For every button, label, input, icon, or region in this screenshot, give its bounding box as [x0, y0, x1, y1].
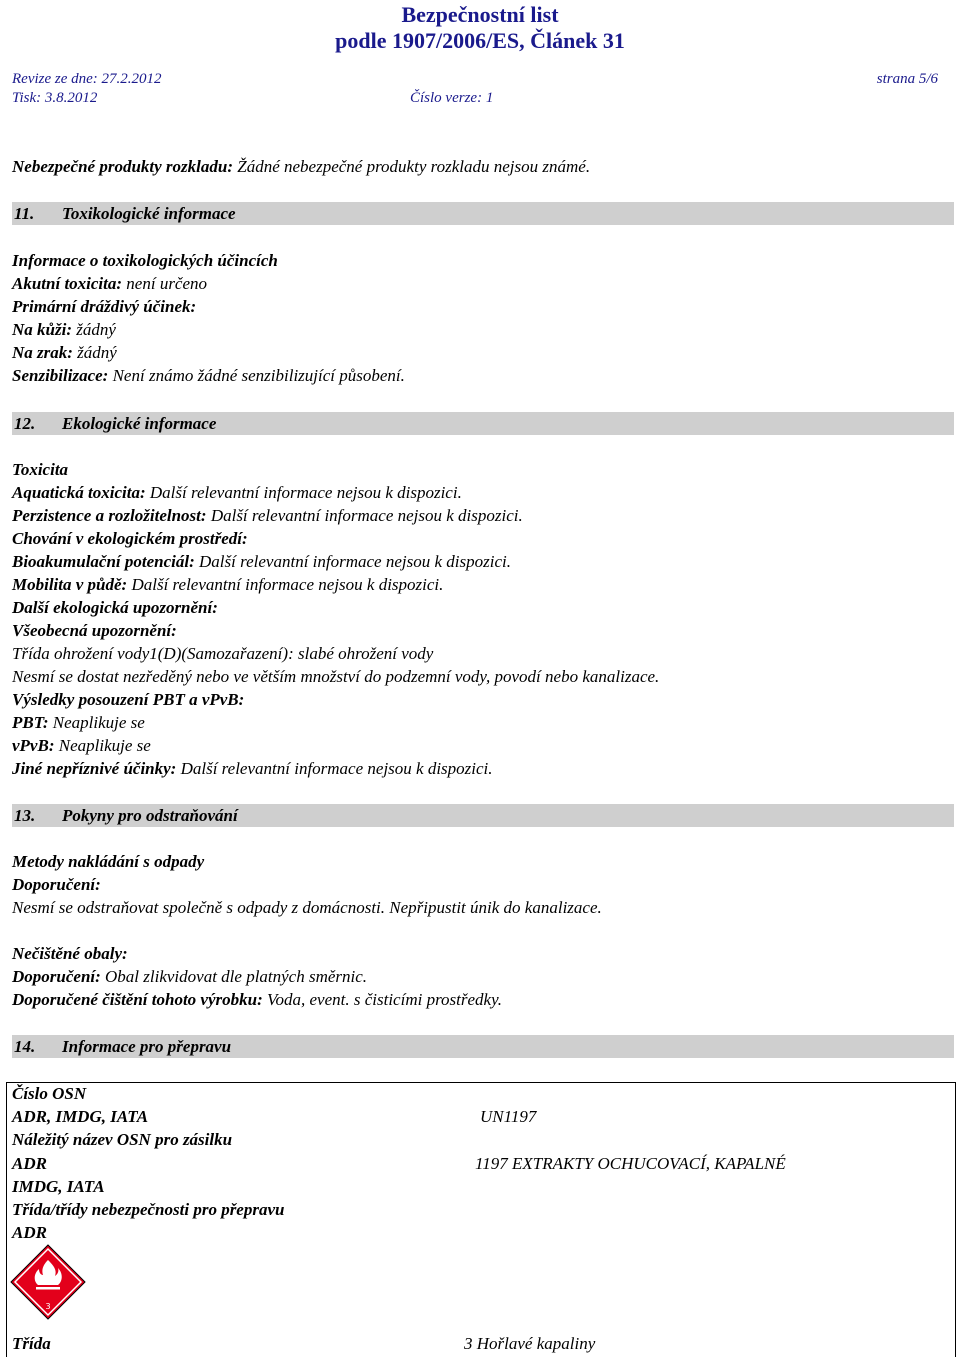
other-adverse-effects [12, 758, 952, 780]
hazard-class-label: Třída/třídy nebezpečnosti pro přepravu [12, 1200, 285, 1219]
flammable-liquid-pictogram-icon [10, 1244, 86, 1320]
uncleaned-packaging-label: Nečištěné obaly: [12, 944, 128, 963]
recommendation-text: Nesmí se odstraňovat společně s odpady z domácnosti. Nepřipustit únik do kanalizace. [12, 898, 602, 917]
eye-label: Na zrak: [12, 343, 73, 362]
bioaccumulation [12, 551, 952, 573]
vpvb-label: vPvB: [12, 736, 55, 755]
packaging-recommendation-label: Doporučení: [12, 967, 101, 986]
recommendation-label: Doporučení: [12, 875, 101, 894]
sensitization-label: Senzibilizace: [12, 366, 109, 385]
section-12-number: 12. [14, 414, 36, 433]
section-14-number: 14. [14, 1037, 36, 1056]
un-number-value: UN1197 [480, 1107, 537, 1126]
bioaccumulation-label: Bioakumulační potenciál: [12, 552, 195, 571]
environment-behavior-label: Chování v ekologickém prostředí: [12, 529, 248, 548]
eye-effect [12, 342, 952, 364]
vpvb-value: Neaplikuje se [58, 736, 151, 755]
section-14-header [12, 1035, 954, 1058]
soil-mobility [12, 574, 952, 596]
skin-label: Na kůži: [12, 320, 72, 339]
pbt-row [12, 712, 952, 734]
section-12-title: Ekologické informace [62, 414, 217, 433]
aquatic-label: Aquatická toxicita: [12, 483, 146, 502]
sensitization-value: Není známo žádné senzibilizující působení. [112, 366, 405, 385]
further-ecological-label: Další ekologická upozornění: [12, 598, 218, 617]
adr-label: ADR [12, 1154, 47, 1173]
placard-class-number: 3 [45, 1302, 51, 1311]
acute-toxicity [12, 273, 952, 295]
print-date: Tisk: 3.8.2012 [12, 90, 98, 106]
bioaccumulation-value: Další relevantní informace nejsou k dispozici. [199, 552, 511, 571]
page-number: strana 5/6 [876, 71, 938, 87]
decomposition-products [12, 156, 952, 178]
skin-effect [12, 319, 952, 341]
document-subtitle: podle 1907/2006/ES, Článek 31 [335, 28, 625, 53]
imdg-iata-label: IMDG, IATA [12, 1177, 105, 1196]
cleaning-value: Voda, event. s čisticími prostředky. [267, 990, 502, 1009]
primary-irritant-label: Primární dráždivý účinek: [12, 297, 197, 316]
cleaning-label: Doporučené čištění tohoto výrobku: [12, 990, 263, 1009]
other-effects-value: Další relevantní informace nejsou k dispozici. [180, 759, 493, 778]
persistence-value: Další relevantní informace nejsou k dispozici. [210, 506, 523, 525]
class-row-value: 3 Hořlavé kapaliny [464, 1334, 596, 1353]
sensitization [12, 365, 952, 387]
version-number: Číslo verze: 1 [410, 90, 494, 106]
aquatic-value: Další relevantní informace nejsou k dispozici. [149, 483, 462, 502]
aquatic-toxicity [12, 482, 952, 504]
adr-class-label: ADR [12, 1223, 47, 1242]
cleaning-agent [12, 989, 952, 1011]
class-row-label: Třída [12, 1334, 51, 1353]
proper-shipping-name-value: 1197 EXTRAKTY OCHUCOVACÍ, KAPALNÉ [475, 1154, 786, 1173]
pbt-value: Neaplikuje se [52, 713, 145, 732]
vpvb-row [12, 735, 952, 757]
toxicity-heading: Toxicita [12, 460, 69, 479]
decomposition-value: Žádné nebezpečné produkty rozkladu nejsou známé. [237, 157, 591, 176]
acute-toxicity-label: Akutní toxicita: [12, 274, 123, 293]
water-hazard-class: Třída ohrožení vody1(D)(Samozařazení): slabé ohrožení vody [12, 644, 434, 663]
section-11-number: 11. [14, 204, 35, 223]
pbt-results-label: Výsledky posouzení PBT a vPvB: [12, 690, 245, 709]
persistence [12, 505, 952, 527]
persistence-label: Perzistence a rozložitelnost: [12, 506, 207, 525]
packaging-recommendation [12, 966, 952, 988]
section-11-header [12, 202, 954, 225]
un-number-label: Číslo OSN [12, 1084, 87, 1103]
section-13-number: 13. [14, 806, 36, 825]
section-13-header [12, 804, 954, 827]
mobility-value: Další relevantní informace nejsou k dispozici. [131, 575, 444, 594]
groundwater-warning: Nesmí se dostat nezředěný nebo ve větším množství do podzemní vody, povodí nebo kanalizace. [12, 667, 660, 686]
acute-toxicity-value: není určeno [126, 274, 208, 293]
section-14-title: Informace pro přepravu [62, 1037, 232, 1056]
other-effects-label: Jiné nepříznivé účinky: [12, 759, 177, 778]
section-12-header [12, 412, 954, 435]
mobility-label: Mobilita v půdě: [12, 575, 128, 594]
decomposition-label: Nebezpečné produkty rozkladu: [12, 157, 233, 176]
toxicological-effects-heading: Informace o toxikologických účincích [12, 251, 278, 270]
section-11-title: Toxikologické informace [62, 204, 236, 223]
adr-imdg-iata-label: ADR, IMDG, IATA [12, 1107, 149, 1126]
proper-shipping-name-label: Náležitý název OSN pro zásilku [12, 1130, 233, 1149]
waste-methods-heading: Metody nakládání s odpady [12, 852, 205, 871]
revision-date: Revize ze dne: 27.2.2012 [12, 71, 162, 87]
general-notes-label: Všeobecná upozornění: [12, 621, 177, 640]
section-13-title: Pokyny pro odstraňování [62, 806, 238, 825]
skin-value: žádný [76, 320, 116, 339]
document-title: Bezpečnostní list [401, 2, 559, 27]
eye-value: žádný [77, 343, 117, 362]
pbt-label: PBT: [12, 713, 49, 732]
packaging-recommendation-value: Obal zlikvidovat dle platných směrnic. [105, 967, 368, 986]
